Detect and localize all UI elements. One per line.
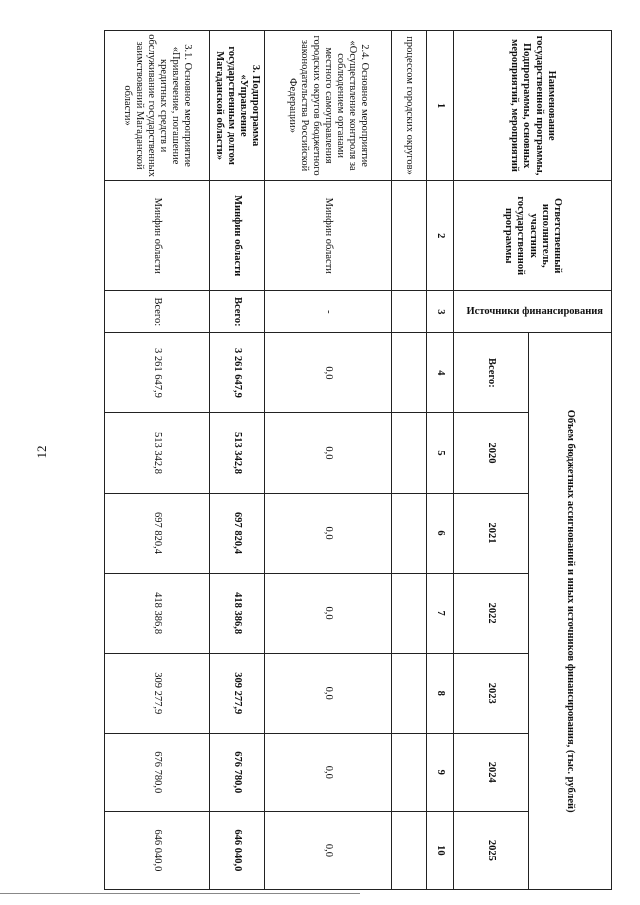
- table-row: [105, 31, 210, 890]
- year-total: Всего:: [454, 333, 529, 413]
- row-name: 3.1. Основное мероприятие «Привлечение, погашение кредитных средств и обслуживание государственных заимствований Магаданской области»: [105, 31, 210, 181]
- row-value: [392, 811, 427, 889]
- row-name: 3. Подпрограмма «Управление государственным долгом Магаданской области»: [210, 31, 265, 181]
- col-num: 6: [427, 493, 454, 573]
- row-value: 676 780,0: [210, 733, 265, 811]
- year-2021: 2021: [454, 493, 529, 573]
- row-value: [392, 653, 427, 733]
- header-source: [454, 291, 612, 333]
- row-executor: Минфин области: [210, 181, 265, 291]
- row-name: 2.4. Основное мероприятие «Осуществление контроля за соблюдением органами местного самоуправления городских округов бюджетного законодательства Российской Федерации»: [265, 31, 392, 181]
- col-num: 8: [427, 653, 454, 733]
- row-source: [392, 291, 427, 333]
- row-value: 697 820,4: [210, 493, 265, 573]
- col-num: 7: [427, 573, 454, 653]
- row-source: Всего:: [210, 291, 265, 333]
- col-num: 4: [427, 333, 454, 413]
- year-2025: 2025: [454, 811, 529, 889]
- col-num: 3: [427, 291, 454, 333]
- page-number: 12: [34, 445, 49, 459]
- header-source-label: Источники финансирования: [466, 305, 603, 317]
- column-numbers-row: [427, 31, 454, 890]
- row-value: 309 277,9: [105, 653, 210, 733]
- row-name: процессом городских округов»: [392, 31, 427, 181]
- row-value: 0,0: [265, 733, 392, 811]
- row-value: 418 386,8: [105, 573, 210, 653]
- row-value: 0,0: [265, 493, 392, 573]
- scan-edge-line: [0, 893, 360, 894]
- row-value: 513 342,8: [210, 413, 265, 493]
- funding-table: [104, 30, 612, 890]
- col-num: 1: [427, 31, 454, 181]
- row-value: 3 261 647,9: [105, 333, 210, 413]
- row-value: 676 780,0: [105, 733, 210, 811]
- table-row: [265, 31, 392, 890]
- row-value: 309 277,9: [210, 653, 265, 733]
- row-executor: [392, 181, 427, 291]
- row-value: [392, 413, 427, 493]
- row-value: 0,0: [265, 811, 392, 889]
- rotated-table-wrapper: [104, 30, 612, 890]
- row-value: [392, 333, 427, 413]
- row-source: Всего:: [105, 291, 210, 333]
- header-row: [529, 31, 612, 890]
- row-value: 0,0: [265, 413, 392, 493]
- row-value: [392, 573, 427, 653]
- table-row: [210, 31, 265, 890]
- col-num: 5: [427, 413, 454, 493]
- header-funding-title: Объем бюджетных ассигнований и иных источников финансирования, (тыс. рублей): [529, 333, 612, 890]
- header-name: Наименование государственной программы, Подпрограммы, основных мероприятий, мероприятий: [454, 31, 612, 181]
- header-executor: Ответственный исполнитель, участник государственной программы: [454, 181, 612, 291]
- row-value: 0,0: [265, 653, 392, 733]
- year-2022: 2022: [454, 573, 529, 653]
- row-value: 646 040,0: [210, 811, 265, 889]
- row-value: 0,0: [265, 573, 392, 653]
- col-num: 9: [427, 733, 454, 811]
- col-num: 10: [427, 811, 454, 889]
- row-value: 513 342,8: [105, 413, 210, 493]
- year-2020: 2020: [454, 413, 529, 493]
- row-source: -: [265, 291, 392, 333]
- row-executor: Минфин области: [265, 181, 392, 291]
- table-row: [392, 31, 427, 890]
- row-value: 3 261 647,9: [210, 333, 265, 413]
- year-2024: 2024: [454, 733, 529, 811]
- row-value: 0,0: [265, 333, 392, 413]
- row-executor: Минфин области: [105, 181, 210, 291]
- row-value: [392, 493, 427, 573]
- row-value: 646 040,0: [105, 811, 210, 889]
- row-value: 418 386,8: [210, 573, 265, 653]
- row-value: 697 820,4: [105, 493, 210, 573]
- col-num: 2: [427, 181, 454, 291]
- row-value: [392, 733, 427, 811]
- year-2023: 2023: [454, 653, 529, 733]
